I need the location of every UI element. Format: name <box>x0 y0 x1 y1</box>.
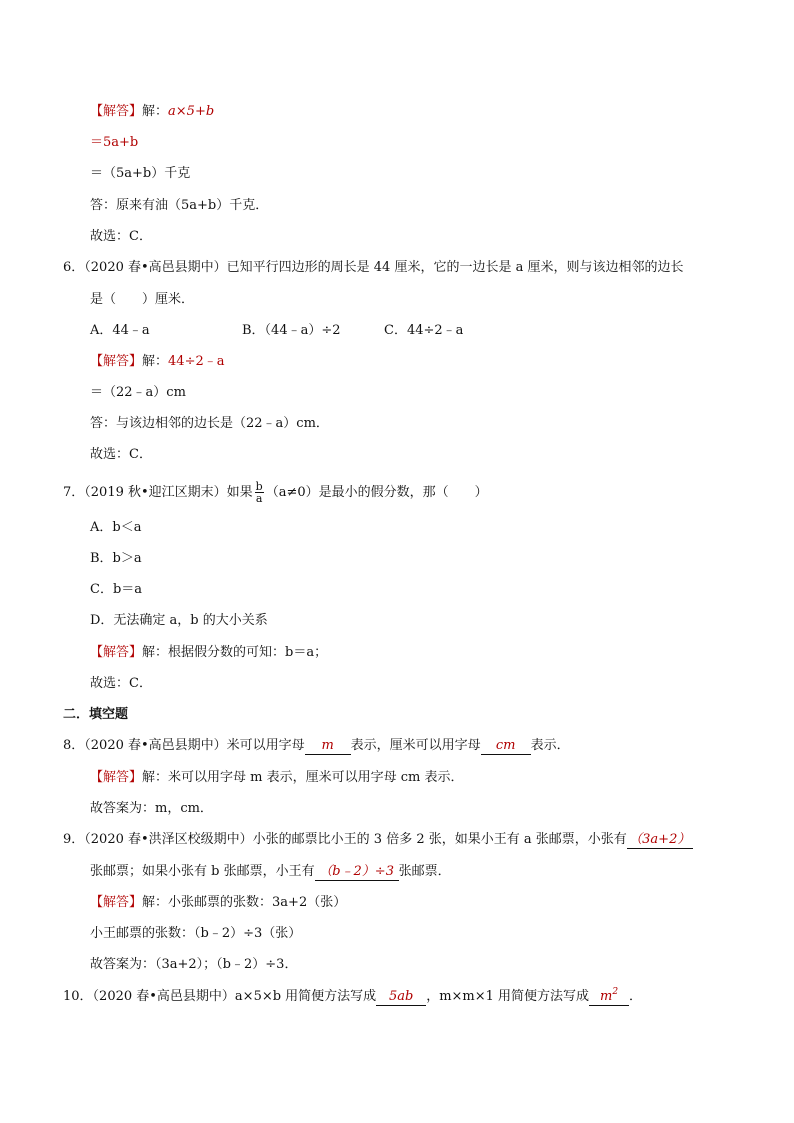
q6-answer: 答：与该边相邻的边长是（22﹣a）cm． <box>90 416 329 431</box>
q7-stem-suffix: （a≠0）是最小的假分数，那（ ） <box>265 485 488 500</box>
q8-stem-part-1: 8．（2020 春•高邑县期中）米可以用字母 <box>63 738 305 753</box>
section-title: 二．填空题 <box>63 707 129 722</box>
q5-solution-line <box>90 104 214 120</box>
fraction-b-over-a <box>255 481 264 504</box>
q5-step-1: ＝5a+b <box>90 135 139 150</box>
q6-stem-line-1: 6．（2020 春•高邑县期中）已知平行四边形的周长是 44 厘米，它的一边长是 a 厘米，则与该边相邻的边长 <box>63 260 684 275</box>
q6-stem-line-2: 是（ ）厘米． <box>90 292 195 307</box>
q9-blank-2: （b﹣2）÷3 <box>315 864 399 881</box>
solution-label: 【解答】 <box>90 770 143 785</box>
solution-prefix: 解： <box>142 645 169 660</box>
q10-blank-2-base: m <box>600 989 613 1004</box>
q9-answer: 故答案为：（3a+2）；（b﹣2）÷3． <box>90 957 298 972</box>
solution-prefix: 解： <box>142 895 169 910</box>
q7-option-b: B．b＞a <box>90 551 142 566</box>
solution-expression: 44÷2﹣a <box>168 354 225 369</box>
q9-stem-part-2: 张邮票；如果小张有 b 张邮票，小王有 <box>90 864 315 879</box>
fraction-numerator: b <box>255 480 263 493</box>
q10-blank-1: 5ab <box>376 989 426 1006</box>
q7-stem <box>63 481 488 505</box>
q5-step-2: ＝（5a+b）千克 <box>90 166 191 181</box>
q8-answer: 故答案为：m，cm． <box>90 801 213 816</box>
q10-blank-2-exponent: 2 <box>612 987 619 997</box>
q9-stem-line-1 <box>63 832 693 849</box>
solution-label: 【解答】 <box>90 104 143 119</box>
q7-solution-line <box>90 645 327 661</box>
solution-expression: a×5+b <box>168 104 215 119</box>
solution-label: 【解答】 <box>90 645 143 660</box>
q10-stem-part-3: ． <box>629 989 643 1004</box>
solution-expression: 小张邮票的张数：3a+2（张） <box>168 895 347 910</box>
q8-stem <box>63 738 570 755</box>
q10-stem-part-1: 10．（2020 春•高邑县期中）a×5×b 用简便方法写成 <box>63 989 377 1004</box>
q10-blank-2 <box>589 989 629 1006</box>
solution-expression: 根据假分数的可知：b＝a； <box>168 645 328 660</box>
q6-option-a: A．44﹣a <box>90 323 150 338</box>
q10-stem-part-2: ，m×m×1 用简便方法写成 <box>426 989 590 1004</box>
q6-choice: 故选：C． <box>90 447 152 462</box>
q8-stem-part-3: 表示． <box>530 738 570 753</box>
q9-stem-part-3: 张邮票． <box>398 864 451 879</box>
q9-blank-1: （3a+2） <box>627 832 693 849</box>
q6-step-1: ＝（22﹣a）cm <box>90 385 186 400</box>
q7-option-c: C．b＝a <box>90 582 143 597</box>
q9-step-1: 小王邮票的张数：（b﹣2）÷3（张） <box>90 926 302 941</box>
q8-stem-part-2: 表示，厘米可以用字母 <box>350 738 481 753</box>
fraction-denominator: a <box>255 492 263 505</box>
solution-label: 【解答】 <box>90 354 143 369</box>
q9-stem-part-1: 9．（2020 春•洪泽区校级期中）小张的邮票比小王的 3 倍多 2 张，如果小王有 a 张邮票，小张有 <box>63 832 627 847</box>
q6-solution-line <box>90 354 225 370</box>
q7-choice: 故选：C． <box>90 676 152 691</box>
q9-stem-line-2 <box>90 864 451 881</box>
solution-prefix: 解： <box>142 104 169 119</box>
q10-stem <box>63 989 642 1006</box>
q8-solution-line <box>90 770 464 786</box>
solution-prefix: 解： <box>142 770 169 785</box>
q6-option-c: C．44÷2﹣a <box>384 323 464 338</box>
q8-blank-2: cm <box>481 738 531 755</box>
q5-answer: 答：原来有油（5a+b）千克． <box>90 198 269 213</box>
q7-option-a: A．b＜a <box>90 520 142 535</box>
q9-solution-line <box>90 895 346 911</box>
q7-stem-prefix: 7．（2019 秋•迎江区期末）如果 <box>63 485 253 500</box>
solution-label: 【解答】 <box>90 895 143 910</box>
solution-prefix: 解： <box>142 354 169 369</box>
q7-option-d: D．无法确定 a，b 的大小关系 <box>90 613 268 628</box>
q6-option-b: B．（44﹣a）÷2 <box>242 323 341 338</box>
q8-blank-1: m <box>305 738 351 755</box>
q5-choice: 故选：C． <box>90 229 152 244</box>
solution-expression: 米可以用字母 m 表示，厘米可以用字母 cm 表示． <box>168 770 464 785</box>
